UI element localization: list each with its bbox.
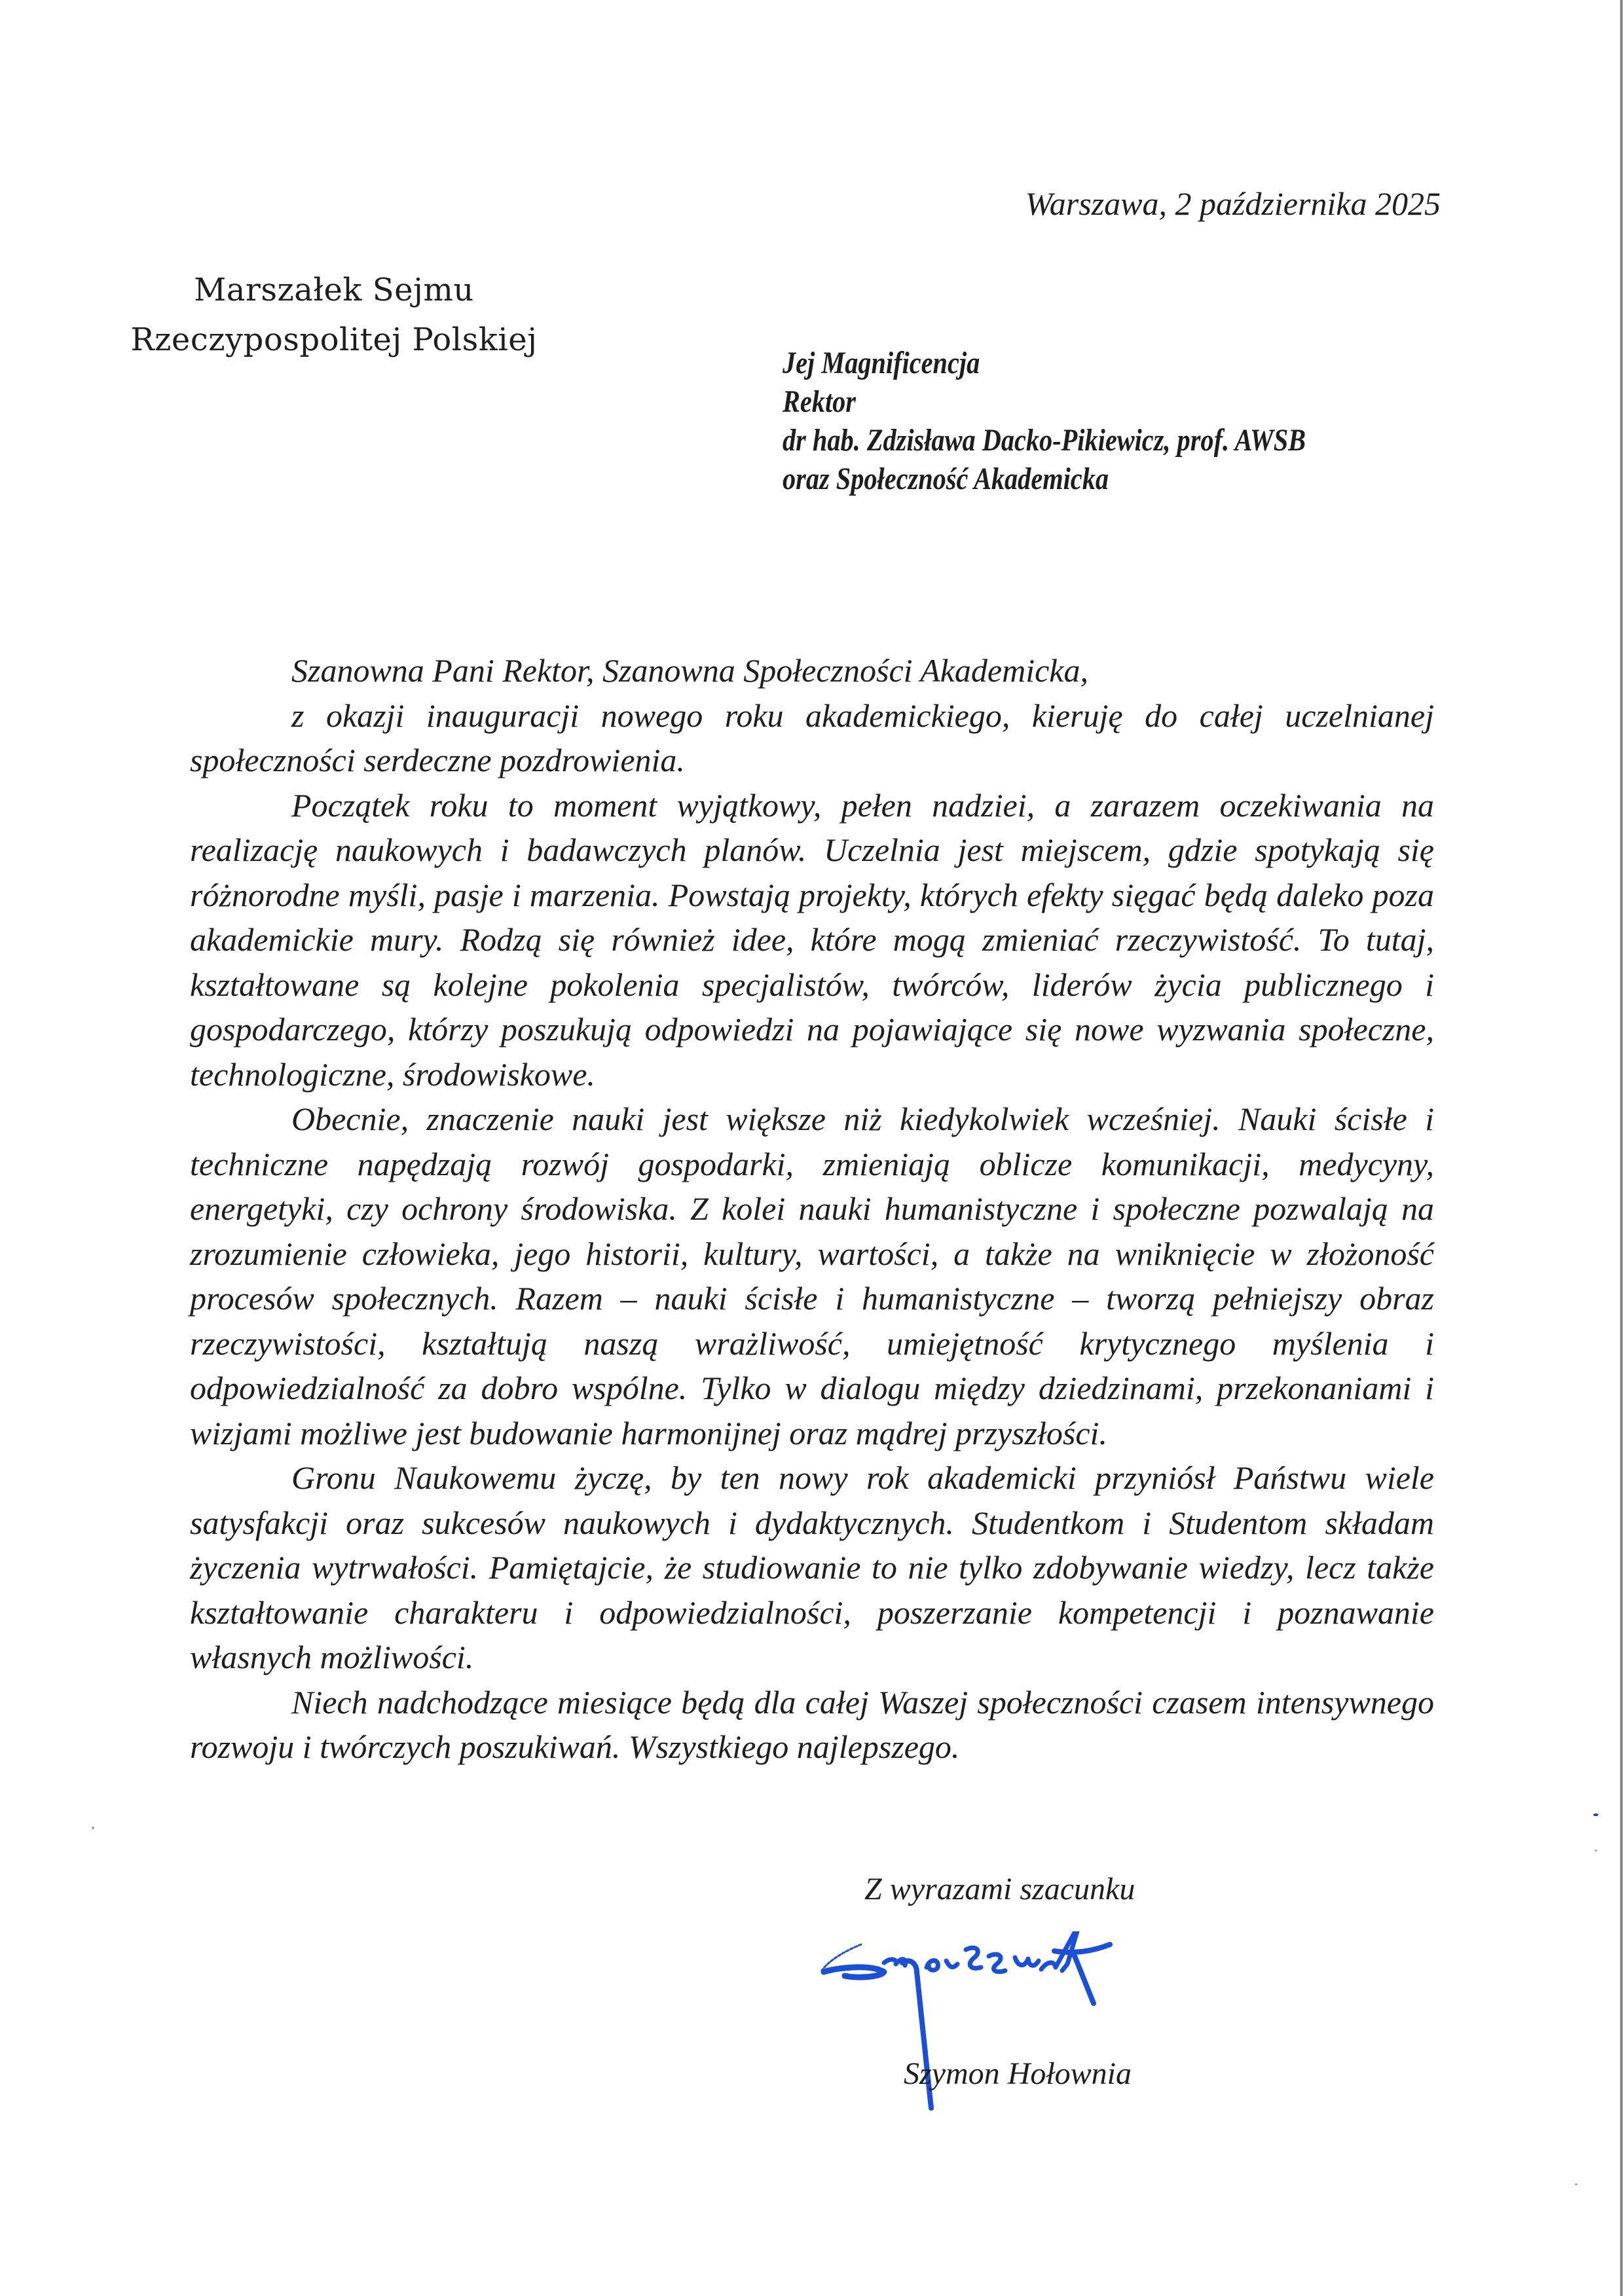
- scan-speck: [1593, 1813, 1598, 1816]
- paragraph: Obecnie, znaczenie nauki jest większe niż kiedykolwiek wcześniej. Nauki ścisłe i techniczne napędzają rozwój gospodarki, zmieniają oblicze komunikacji, medycyny, energetyki, czy ochrony środowiska. Z kolei nauki humanistyczne i społeczne pozwalają na zrozumienie człowieka, jego historii, kultury, wartości, a także na wniknięcie w złożoność procesów społecznych. Razem – nauki ścisłe i humanistyczne – tworzą pełniejszy obraz rzeczywistości, kształtują naszą wrażliwość, umiejętność krytycznego myślenia i odpowiedzialność za dobro wspólne. Tylko w dialogu między dziedzinami, przekonaniami i wizjami możliwe jest budowanie harmonijnej oraz mądrej przyszłości.: [190, 1101, 1434, 1451]
- scan-speck: [92, 1827, 94, 1829]
- paragraph: Początek roku to moment wyjątkowy, pełen nadziei, a zarazem oczekiwania na realizację naukowych i badawczych planów. Uczelnia jest miejscem, gdzie spotykają się różnorodne myśli, pasje i marzenia. Powstają projekty, których efekty sięgać będą daleko poza akademickie mury. Rodzą się również idee, które mogą zmieniać rzeczywistość. To tutaj, kształtowane są kolejne pokolenia specjalistów, twórców, liderów życia publicznego i gospodarczego, którzy poszukują odpowiedzi na pojawiające się nowe wyzwania społeczne, technologiczne, środowiskowe.: [190, 786, 1434, 1093]
- paragraph: z okazji inauguracji nowego roku akademickiego, kieruję do całej uczelnianej społeczności serdeczne pozdrowienia.: [190, 697, 1434, 778]
- salutation: Szanowna Pani Rektor, Szanowna Społeczności Akademicka,: [291, 652, 1088, 689]
- recipient-honorific: Jej Magnificencja: [783, 346, 980, 380]
- recipient-role: Rektor: [783, 384, 857, 419]
- signer-name: Szymon Hołownia: [904, 2056, 1132, 2091]
- sender-institution: Rzeczypospolitej Polskiej: [130, 321, 538, 358]
- recipient-name: dr hab. Zdzisława Dacko-Pikiewicz, prof. AWSB: [783, 423, 1306, 458]
- letter-body: [190, 648, 1434, 1770]
- closing-phrase: Z wyrazami szacunku: [864, 1872, 1135, 1906]
- scan-speck: [1595, 1850, 1597, 1851]
- scan-edge-border: [1620, 0, 1623, 2296]
- scan-speck: [1575, 2183, 1578, 2185]
- date-line: Warszawa, 2 października 2025: [1025, 185, 1441, 222]
- handwritten-signature: [819, 1931, 1225, 2121]
- recipient-community: oraz Społeczność Akademicka: [783, 462, 1109, 496]
- sender-title: Marszałek Sejmu: [194, 272, 474, 308]
- paragraph: Gronu Naukowemu życzę, by ten nowy rok akademicki przyniósł Państwu wiele satysfakcji oraz sukcesów naukowych i dydaktycznych. Studentkom i Studentom składam życzenia wytrwałości. Pamiętajcie, że studiowanie to nie tylko zdobywanie wiedzy, lecz także kształtowanie charakteru i odpowiedzialności, poszerzanie kompetencji i poznawanie własnych możliwości.: [190, 1459, 1434, 1675]
- paragraph: Niech nadchodzące miesiące będą dla całej Waszej społeczności czasem intensywnego rozwoju i twórczych poszukiwań. Wszystkiego najlepszego.: [190, 1683, 1434, 1765]
- recipient-block: [783, 344, 1306, 498]
- sender-block: [124, 265, 544, 365]
